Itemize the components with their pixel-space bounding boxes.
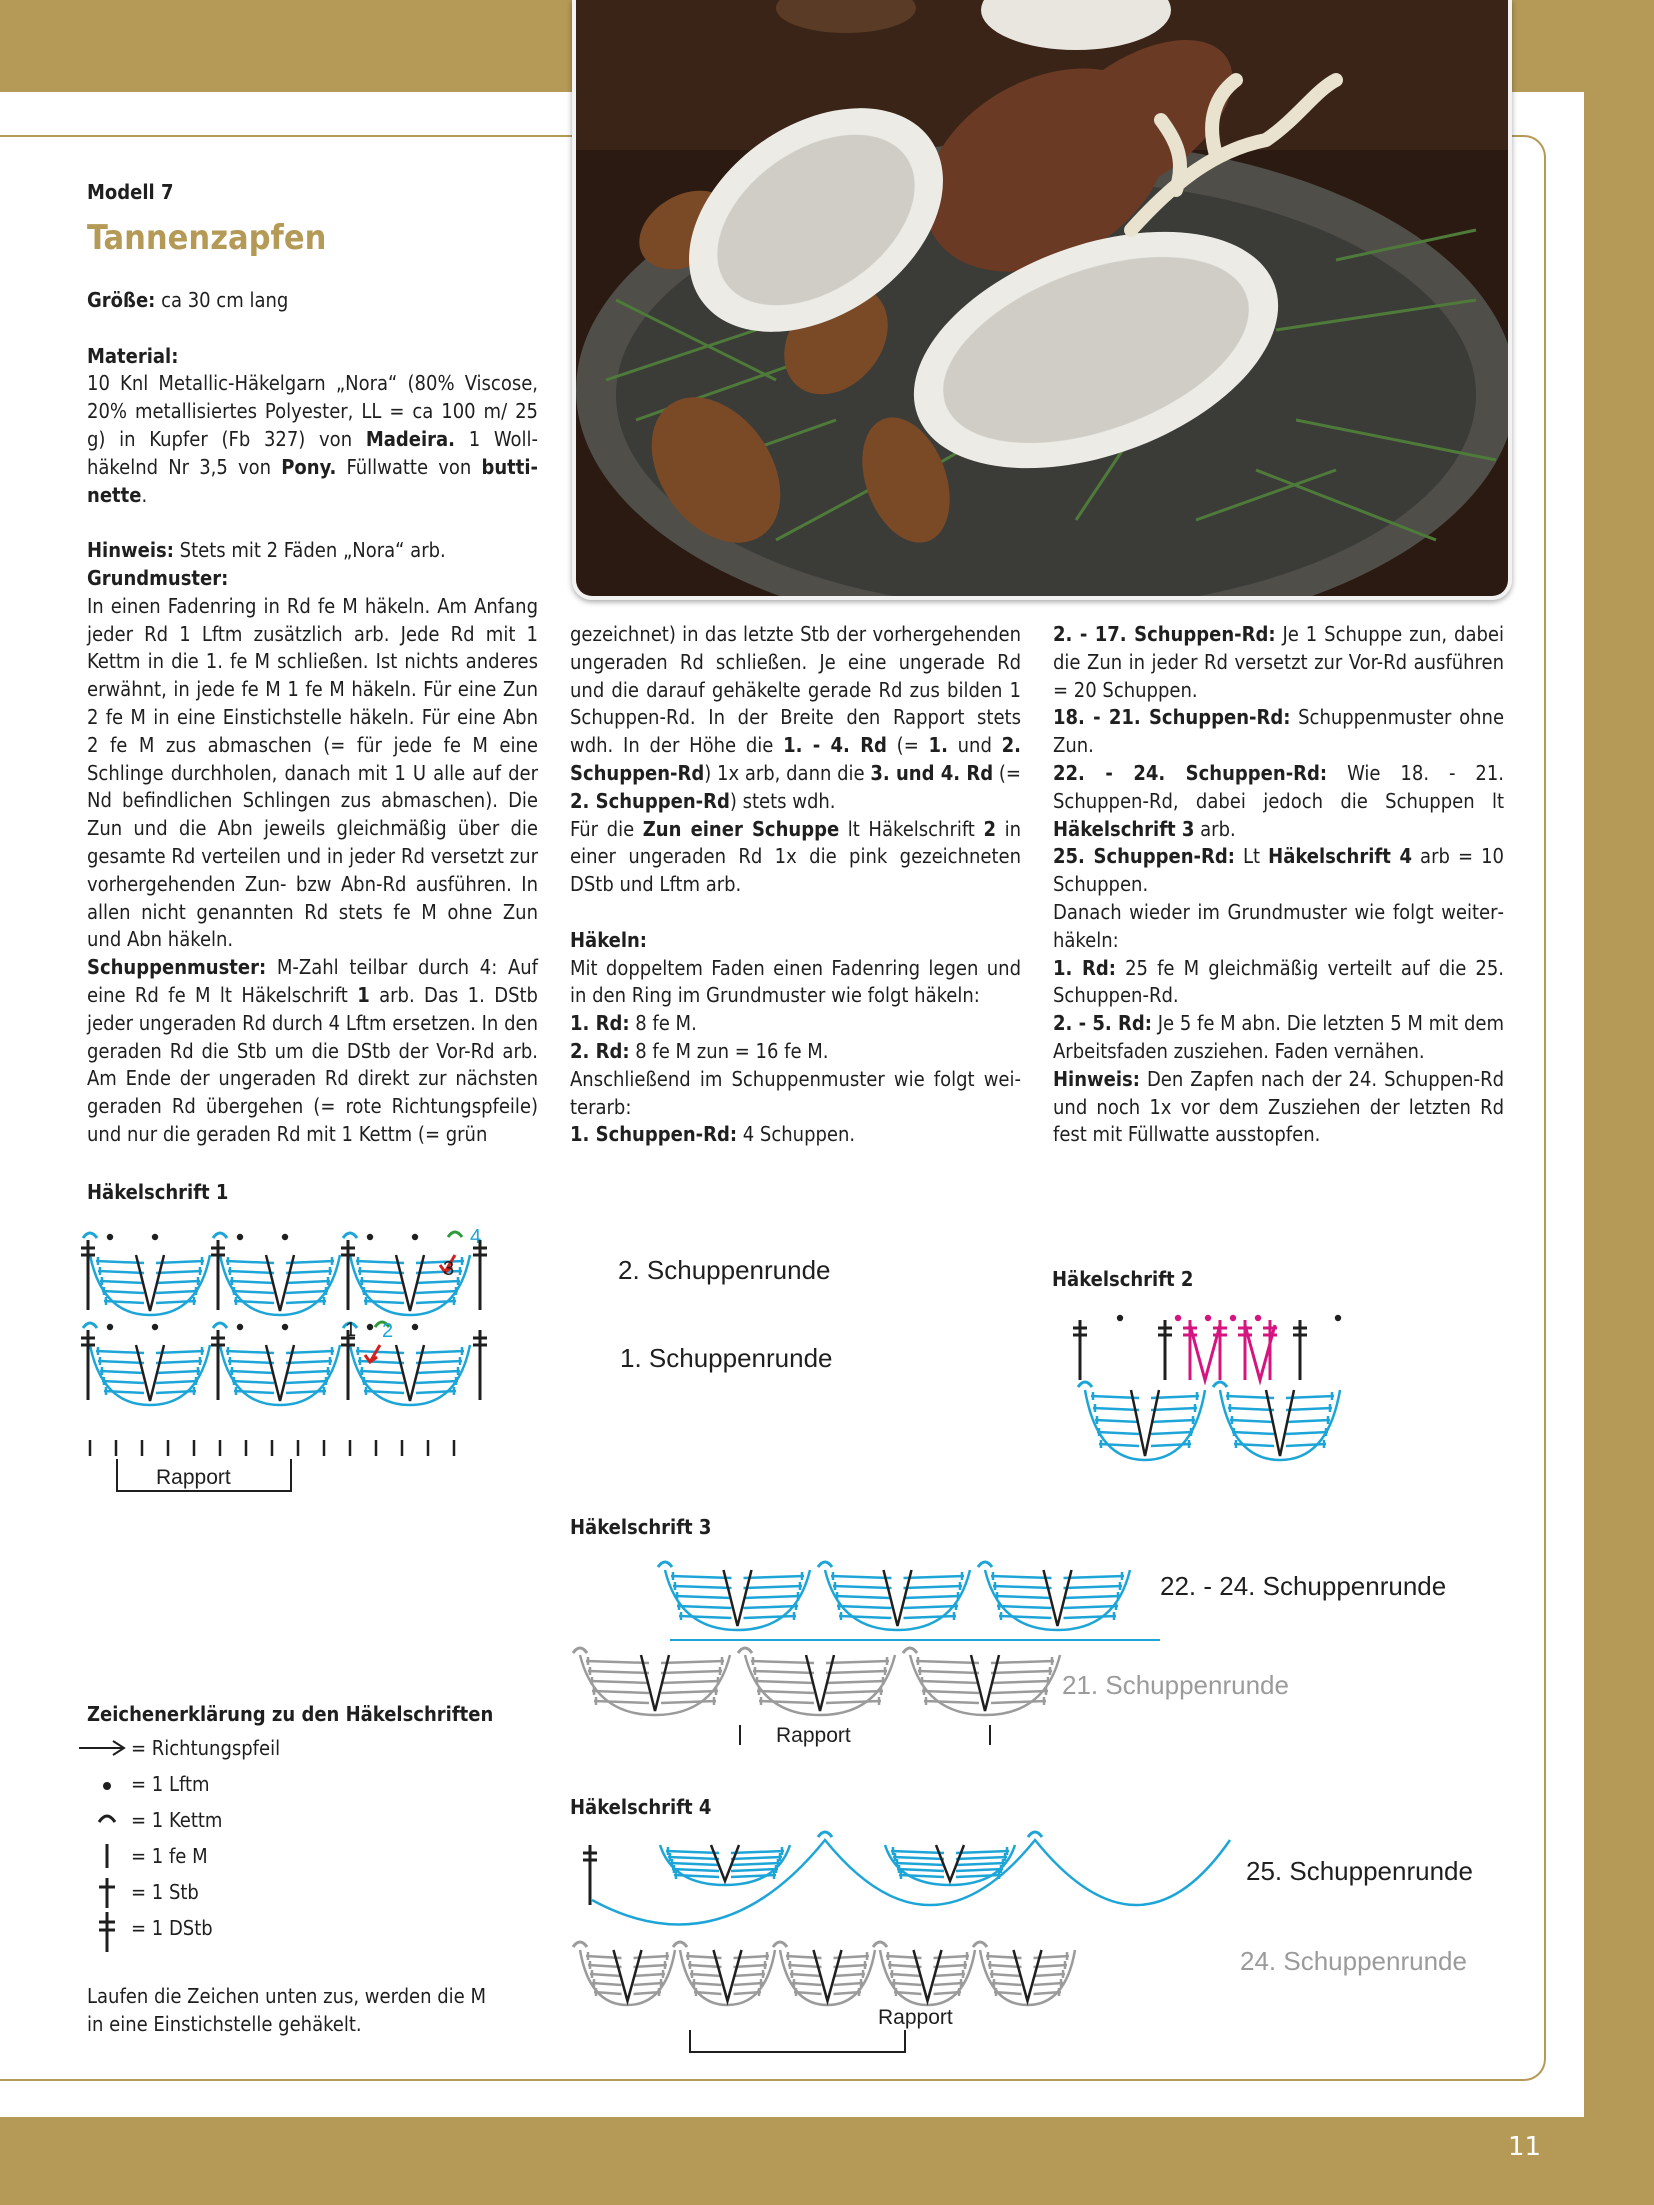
legend-note: Laufen die Zeichen unten zus, werden die M in eine Einstichstelle gehäkelt.: [87, 1984, 486, 2036]
slip-stitch-arc: [213, 1323, 227, 1328]
chain-dot: [237, 1234, 243, 1240]
slip-stitch-arc: [83, 1233, 97, 1238]
page-number: 11: [1508, 2132, 1542, 2162]
slip-stitch-arc: [213, 1233, 227, 1238]
chart-4-rapport-bracket: [690, 2030, 905, 2052]
basic-pattern-label: Grundmuster:: [87, 565, 229, 590]
chart-2-treble: [1293, 1320, 1307, 1380]
chain-dot: [1255, 1315, 1261, 1321]
bottom-band: [0, 2117, 1654, 2205]
material-text: 10 Knl Metallic-Häkelgarn „Nora“ (80% Viscose, 20% metallisiertes Polyester, LL = ca 100 m/ 25 g) in Kupfer (Fb 327) von Madeira. 1 Wollhäkelnd Nr 3,5 von Pony. Füllwatte von buttinette.: [87, 371, 538, 507]
model-label: Modell 7: [87, 180, 174, 204]
slip-stitch-arc: [658, 1562, 672, 1567]
pine-cone-photo: [572, 0, 1512, 600]
chart-1-scale: [220, 1345, 340, 1405]
basic-pattern-text: In einen Fadenring in Rd fe M häkeln. Am Anfang jeder Rd 1 Lftm zusätzlich arb. Jede Rd mit 1 Kettm in die 1. fe M schließen. Ist nichts anderes erwähnt, in jede fe M 1 fe M häkeln. Für eine Zun 2 fe M in eine Einstichstelle häkeln. Für eine Abn 2 fe M zus abmaschen (= für jede fe M eine Schlinge durchholen, danach mit 1 U alle auf der Nd befindlichen Schlingen zus abmaschen). Die Zun und die Abn jeweils gleichmäßig über die gesamte Rd verteilen und in jeder Rd versetzt zur vorhergehenden Zun- bzw Abn-Rd ausführen. In allen nicht genannten Rd stets fe M ohne Zun und Abn häkeln.: [87, 593, 538, 952]
chart-1-label-round-1: 1. Schuppenrunde: [620, 1343, 833, 1373]
chart-4-label-round-25: 25. Schuppenrunde: [1246, 1856, 1473, 1886]
chart-1-treble: [473, 1240, 487, 1310]
chart-3-scale: [665, 1570, 810, 1630]
slip-stitch-arc: [818, 1832, 832, 1837]
material-label: Material:: [87, 343, 179, 368]
continue-text: Anschließend im Schuppenmuster wie folgt weiterarb:: [570, 1066, 1021, 1119]
size-label: Größe:: [87, 288, 156, 312]
chart-1-scale: [90, 1345, 210, 1405]
chart-4-grey-scale: [980, 1950, 1075, 2005]
chart-3-grey-scale: [745, 1655, 895, 1715]
chart-1-scale: [90, 1255, 210, 1315]
chart-2-diagram: [1060, 1300, 1420, 1490]
col2-paragraph-2: Für die Zun einer Schuppe lt Häkelschrift 2 in einer ungeraden Rd 1x die pink gezeichneten DStb und Lftm arb.: [570, 816, 1021, 897]
chain-dot: [1230, 1315, 1236, 1321]
chart-2-scale: [1220, 1390, 1340, 1460]
chart-4-rapport-label: Rapport: [878, 2006, 953, 2029]
note-label: Hinweis:: [87, 538, 174, 563]
chain-dot: [412, 1234, 418, 1240]
slip-stitch-arc: [673, 1942, 687, 1947]
chart-1-num-3: 3: [443, 1258, 455, 1280]
chart-1-treble: [473, 1330, 487, 1400]
chain-dot: [152, 1324, 158, 1330]
chart-1-num-2: 2: [382, 1320, 394, 1342]
chart-1-title: Häkelschrift 1: [87, 1180, 229, 1204]
slip-stitch-arc: [773, 1942, 787, 1947]
slip-stitch-arc: [818, 1562, 832, 1567]
chart-1-scale: [220, 1255, 340, 1315]
chain-dot: [367, 1234, 373, 1240]
chart-3-label-round-22-24: 22. - 24. Schuppenrunde: [1160, 1571, 1447, 1601]
slip-stitch-arc: [973, 1942, 987, 1947]
chain-dot: [1335, 1315, 1341, 1321]
text-column-3: 2. - 17. Schuppen-Rd: Je 1 Schuppe zun, dabei die Zun in jeder Rd versetzt zur Vor-Rd ausführen = 20 Schuppen. 18. - 21. Schuppen-Rd: Schuppenmuster ohne Zun. 22. - 24. Schuppen-Rd: Wie 18. - 21. Schuppen-Rd, dabei jedoch die Schuppen lt Häkelschrift 3 arb. 25. Schuppen-Rd: Lt Häkelschrift 4 arb = 10 Schuppen. Danach wieder im Grundmuster wie folgt weiterhäkeln: 1. Rd: 25 fe M gleichmäßig verteilt auf die 25. Schuppen-Rd. 2. - 5. Rd: Je 5 fe M abn. Die letzten 5 M mit dem Arbeitsfaden zusziehen. Faden vernähen. Hinweis: Den Zapfen nach der 24. Schuppen-Rd und noch 1x vor dem Zusziehen der letzten Rd fest mit Füllwatte ausstopfen.: [1053, 622, 1505, 1147]
chart-4-scale: [660, 1845, 790, 1885]
red-arrow: [365, 1345, 380, 1362]
chart-4-grey-scale: [680, 1950, 775, 2005]
chain-dot: [152, 1234, 158, 1240]
chart-1-scale: [350, 1345, 470, 1405]
chart-4-label-round-24: 24. Schuppenrunde: [1240, 1946, 1467, 1976]
chart-1-treble: [81, 1330, 95, 1400]
slip-stitch-arc: [1028, 1832, 1042, 1837]
chart-1-treble: [341, 1240, 355, 1310]
slip-stitch-arc: [573, 1942, 587, 1947]
scale-pattern-text: Schuppenmuster: M-Zahl teilbar durch 4: Auf eine Rd fe M lt Häkelschrift 1 arb. Das 1. DStb jeder ungeraden Rd durch 4 Lftm ersetzen. In den geraden Rd die Stb um die DStb der Vor-Rd arb. Am Ende der ungeraden Rd direkt zur nächsten geraden Rd übergehen (= rote Richtungspfeile) und nur die geraden Rd mit 1 Kettm (= grün: [87, 955, 538, 1146]
chain-dot: [1117, 1315, 1123, 1321]
chart-3-scale: [825, 1570, 970, 1630]
chart-3-scale: [985, 1570, 1130, 1630]
chart-2-title: Häkelschrift 2: [1052, 1267, 1194, 1291]
chart-4-diagram: [570, 1820, 1250, 2070]
chart-1-treble: [211, 1240, 225, 1310]
chart-3-grey-scale: [910, 1655, 1060, 1715]
chart-1-treble: [211, 1330, 225, 1400]
slip-stitch-arc: [903, 1648, 917, 1653]
chart-1-label-round-2: 2. Schuppenrunde: [618, 1255, 831, 1285]
chart-2-treble: [1073, 1320, 1087, 1380]
chart-1-num-4: 4: [470, 1226, 482, 1248]
slip-stitch-arc: [448, 1232, 462, 1237]
chart-3-title: Häkelschrift 3: [570, 1515, 712, 1539]
chain-dot: [237, 1324, 243, 1330]
slip-stitch-arc: [1213, 1382, 1227, 1387]
slip-stitch-arc: [873, 1942, 887, 1947]
crochet-label: Häkeln:: [570, 927, 648, 952]
text-column-2: gezeichnet) in das letzte Stb der vorhergehenden ungeraden Rd schließen. Je eine ungerade Rd und die darauf gehäkelte gerade Rd zus bilden 1 Schuppen-Rd. In der Breite den Rapport stets wdh. In der Höhe die 1. - 4. Rd (= 1. und 2. Schuppen-Rd) 1x arb, dann die 3. und 4. Rd (= 2. Schuppen-Rd) stets wdh. Für die Zun einer Schuppe lt Häkelschrift 2 in einer ungeraden Rd 1x die pink gezeichneten DStb und Lftm arb. Häkeln: Mit doppeltem Faden einen Fadenring legen und in den Ring im Grundmuster wie folgt häkeln: 1. Rd: 8 fe M. 2. Rd: 8 fe M zun = 16 fe M. Anschließend im Schuppenmuster wie folgt weiterarb: 1. Schuppen-Rd: 4 Schuppen.: [570, 622, 1022, 1147]
note-text: Stets mit 2 Fäden „Nora“ arb.: [173, 538, 446, 563]
slip-stitch-arc: [1078, 1382, 1092, 1387]
chain-dot: [412, 1324, 418, 1330]
chart-4-grey-scale: [780, 1950, 875, 2005]
chart-1-rapport-bracket: [113, 1455, 333, 1495]
chart-2-treble: [1158, 1320, 1172, 1380]
chart-4-grey-scale: [580, 1950, 675, 2005]
chain-dot: [1175, 1315, 1181, 1321]
right-band: [1584, 0, 1654, 2205]
legend-title: Zeichenerklärung zu den Häkelschriften: [87, 1702, 494, 1726]
chain-dot: [282, 1324, 288, 1330]
chart-1-rapport-label: Rapport: [156, 1466, 231, 1489]
slip-stitch-arc: [343, 1233, 357, 1238]
text-column-1: [87, 287, 538, 1149]
chain-dot: [107, 1234, 113, 1240]
slip-stitch-arc: [83, 1323, 97, 1328]
chart-3-rapport-label: Rapport: [776, 1724, 851, 1747]
chart-2-pink-v: [1190, 1325, 1275, 1380]
col2-paragraph-1: gezeichnet) in das letzte Stb der vorhergehenden ungeraden Rd schließen. Je eine ungerade Rd und die darauf gehäkelte gerade Rd zus bilden 1 Schuppen-Rd. In der Breite den Rapport stets wdh. In der Höhe die 1. - 4. Rd (= 1. und 2. Schuppen-Rd) 1x arb, dann die 3. und 4. Rd (= 2. Schuppen-Rd) stets wdh.: [570, 622, 1022, 813]
chart-4-grey-scale: [880, 1950, 975, 2005]
chart-2-scale: [1085, 1390, 1205, 1460]
size-text: ca 30 cm lang: [155, 288, 289, 312]
chain-dot: [282, 1234, 288, 1240]
crochet-text: Mit doppeltem Faden einen Fadenring legen und in den Ring im Grundmuster wie folgt häkeln:: [570, 955, 1021, 1008]
chart-1-num-1: 1: [345, 1319, 357, 1341]
page-title: Tannenzapfen: [87, 218, 327, 258]
chart-4-title: Häkelschrift 4: [570, 1795, 712, 1819]
slip-stitch-arc: [978, 1562, 992, 1567]
chart-3-diagram: [570, 1540, 1130, 1750]
chart-1-treble: [81, 1240, 95, 1310]
slip-stitch-arc: [573, 1648, 587, 1653]
chain-dot: [1205, 1315, 1211, 1321]
chain-dot: [107, 1324, 113, 1330]
chart-3-grey-scale: [580, 1655, 730, 1715]
chart-4-treble: [583, 1845, 597, 1905]
chain-dot: [367, 1324, 373, 1330]
chart-3-label-round-21: 21. Schuppenrunde: [1062, 1670, 1289, 1700]
slip-stitch-arc: [738, 1648, 752, 1653]
